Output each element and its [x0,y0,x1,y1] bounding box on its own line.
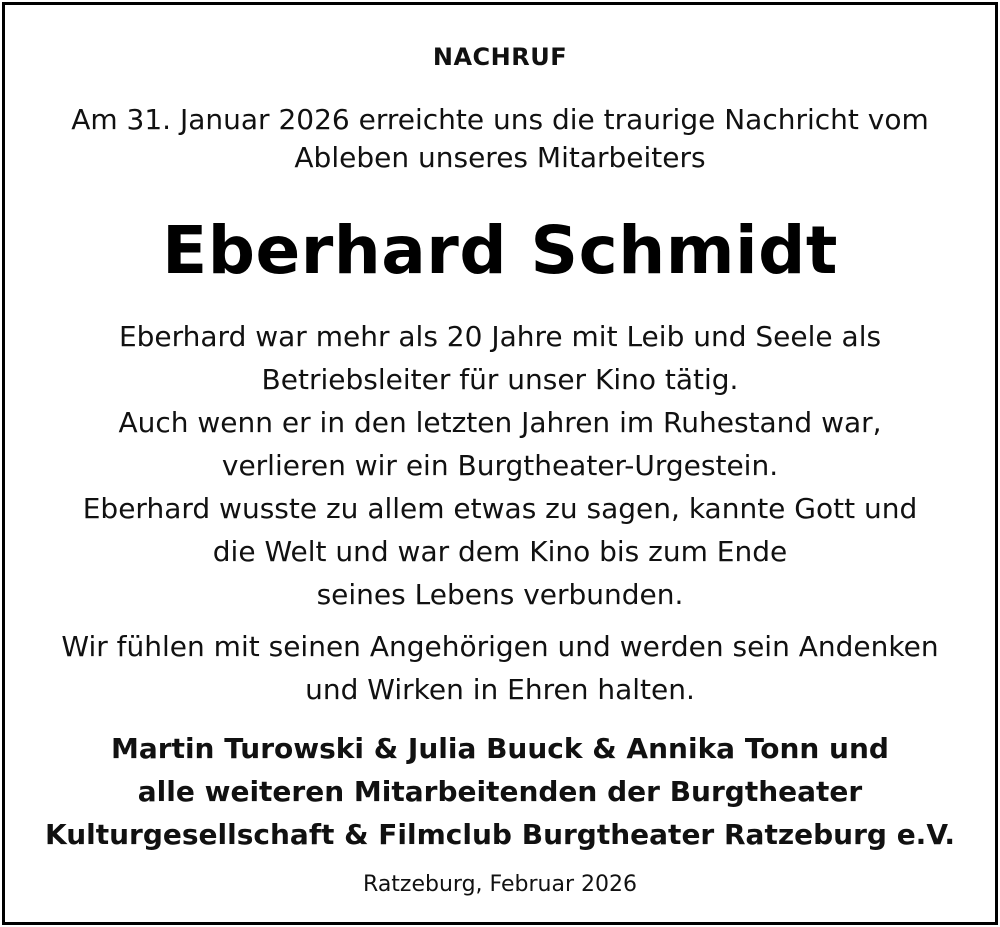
tribute-paragraph [5,315,995,616]
signatory-line: Kulturgesellschaft & Filmclub Burgtheater Ratzeburg e.V. [44,818,956,851]
tribute-line: Betriebsleiter für unser Kino tätig. [261,363,739,396]
notice-heading: NACHRUF [432,43,568,71]
closing-line: und Wirken in Ehren halten. [305,673,695,706]
tribute-line: Auch wenn er in den letzten Jahren im Ruhestand war, [118,406,882,439]
closing-line: Wir fühlen mit seinen Angehörigen und werden sein Andenken [61,630,939,663]
signatory-line: alle weiteren Mitarbeitenden der Burgtheater [137,775,863,808]
signatories [5,727,995,856]
tribute-line: Eberhard war mehr als 20 Jahre mit Leib und Seele als [118,320,882,353]
tribute-line: Eberhard wusste zu allem etwas zu sagen, kannte Gott und [82,492,918,525]
signatory-line: Martin Turowski & Julia Buuck & Annika Tonn und [111,732,889,765]
tribute-line: seines Lebens verbunden. [316,578,684,611]
intro-paragraph [5,101,995,177]
deceased-name: Eberhard Schmidt [162,212,838,289]
place-date: Ratzeburg, Februar 2026 [363,872,637,897]
intro-line: Ableben unseres Mitarbeiters [294,141,706,174]
intro-line: Am 31. Januar 2026 erreichte uns die traurige Nachricht vom [71,103,929,136]
obituary-notice [2,2,998,925]
tribute-line: verlieren wir ein Burgtheater-Urgestein. [221,449,779,482]
tribute-line: die Welt und war dem Kino bis zum Ende [212,535,788,568]
closing-paragraph [5,625,995,711]
